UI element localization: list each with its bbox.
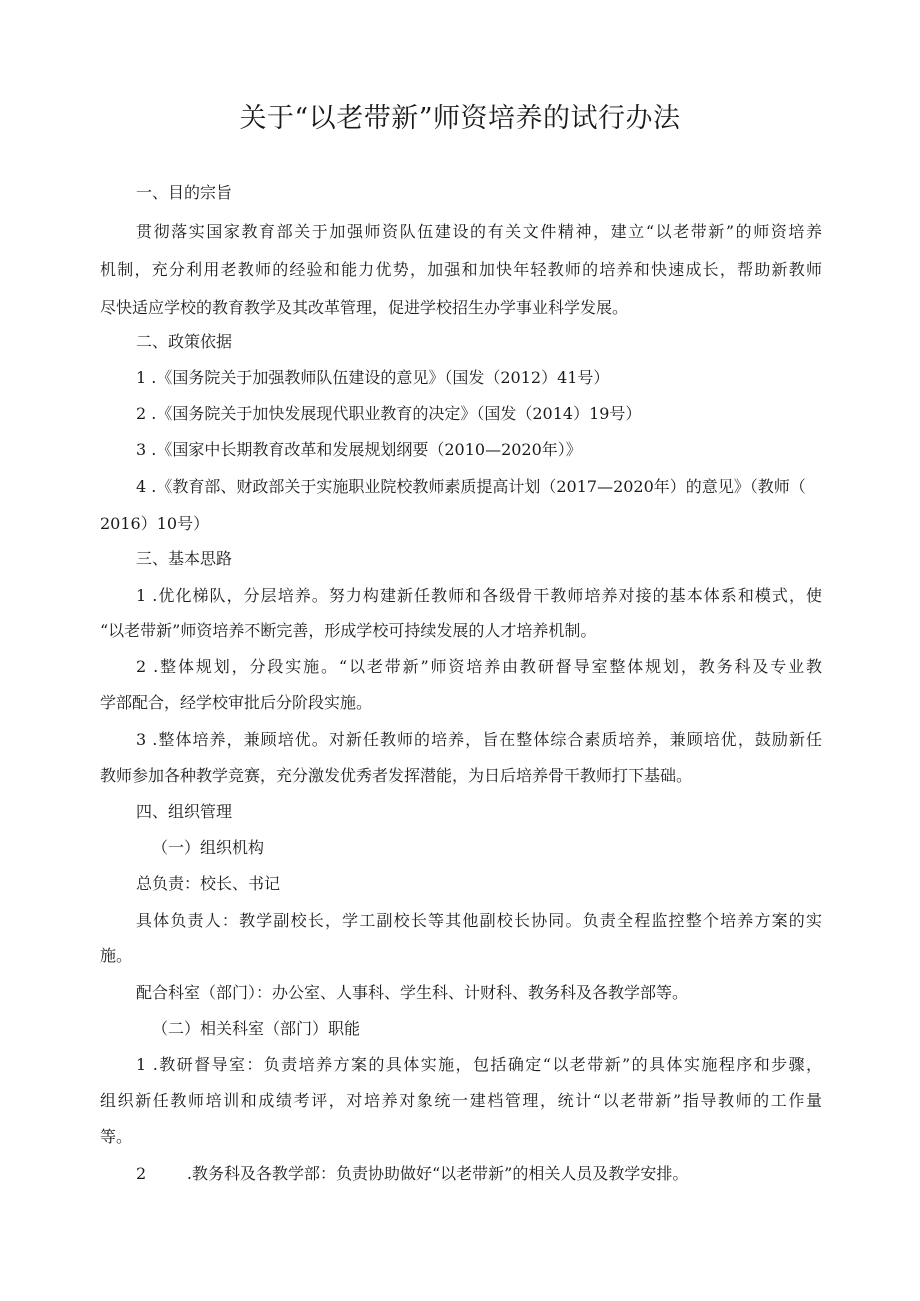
list-item: 2 .《国务院关于加快发展现代职业教育的决定》（国发（2014）19号） — [136, 404, 642, 423]
list-item: 4 .《教育部、财政部关于实施职业院校教师素质提高计划（2017—2020年）的意见》（教师（ — [136, 477, 806, 496]
paragraph-line: 具体负责人：教学副校长，学工副校长等其他副校长协同。负责全程监控整个培养方案的实 — [136, 911, 822, 930]
list-item: 3 .《国家中长期教育改革和发展规划纲要（2010—2020年）》 — [136, 440, 582, 459]
paragraph-line: 1 .教研督导室：负责培养方案的具体实施，包括确定“以老带新”的具体实施程序和步骤， — [136, 1055, 822, 1074]
list-item: 2 .教务科及各教学部：负责协助做好“以老带新”的相关人员及教学安排。 — [136, 1164, 689, 1183]
paragraph-line: 教师参加各种教学竞赛，充分激发优秀者发挥潜能，为日后培养骨干教师打下基础。 — [100, 766, 693, 785]
document-title: 关于“以老带新”师资培养的试行办法 — [239, 103, 681, 134]
paragraph-line: 贯彻落实国家教育部关于加强师资队伍建设的有关文件精神，建立“以老带新”的师资培养 — [136, 222, 822, 241]
paragraph-line: 总负责：校长、书记 — [136, 874, 281, 893]
subsection-heading: （二）相关科室（部门）职能 — [152, 1019, 361, 1038]
paragraph-line: 施。 — [100, 946, 133, 965]
paragraph-line: 等。 — [100, 1127, 133, 1146]
subsection-heading: （一）组织机构 — [152, 838, 265, 857]
section-heading-2: 二、政策依据 — [136, 332, 233, 351]
paragraph-line: “以老带新”师资培养不断完善，形成学校可持续发展的人才培养机制。 — [100, 621, 597, 640]
list-item: 1 .《国务院关于加强教师队伍建设的意见》（国发（2012）41号） — [136, 368, 610, 387]
paragraph-line: 配合科室（部门）：办公室、人事科、学生科、计财科、教务科及各教学部等。 — [136, 983, 689, 1002]
section-heading-3: 三、基本思路 — [136, 549, 233, 568]
paragraph-line: 机制，充分利用老教师的经验和能力优势，加强和加快年轻教师的培养和快速成长，帮助新教师 — [100, 260, 822, 279]
paragraph-line: 2 .整体规划，分段实施。“以老带新”师资培养由教研督导室整体规划，教务科及专业教 — [136, 657, 822, 676]
paragraph-line: 1 .优化梯队，分层培养。努力构建新任教师和各级骨干教师培养对接的基本体系和模式，使 — [136, 586, 822, 605]
paragraph-line: 尽快适应学校的教育教学及其改革管理，促进学校招生办学事业科学发展。 — [100, 298, 629, 317]
paragraph-line: 组织新任教师培训和成绩考评，对培养对象统一建档管理，统计“以老带新”指导教师的工作量 — [100, 1091, 822, 1110]
paragraph-line: 3 .整体培养，兼顾培优。对新任教师的培养，旨在整体综合素质培养，兼顾培优，鼓励新任 — [136, 730, 822, 749]
section-heading-4: 四、组织管理 — [136, 802, 233, 821]
section-heading-1: 一、目的宗旨 — [136, 183, 233, 202]
paragraph-line: 学部配合，经学校审批后分阶段实施。 — [100, 693, 373, 712]
list-item-continuation: 2016）10号） — [100, 514, 210, 533]
